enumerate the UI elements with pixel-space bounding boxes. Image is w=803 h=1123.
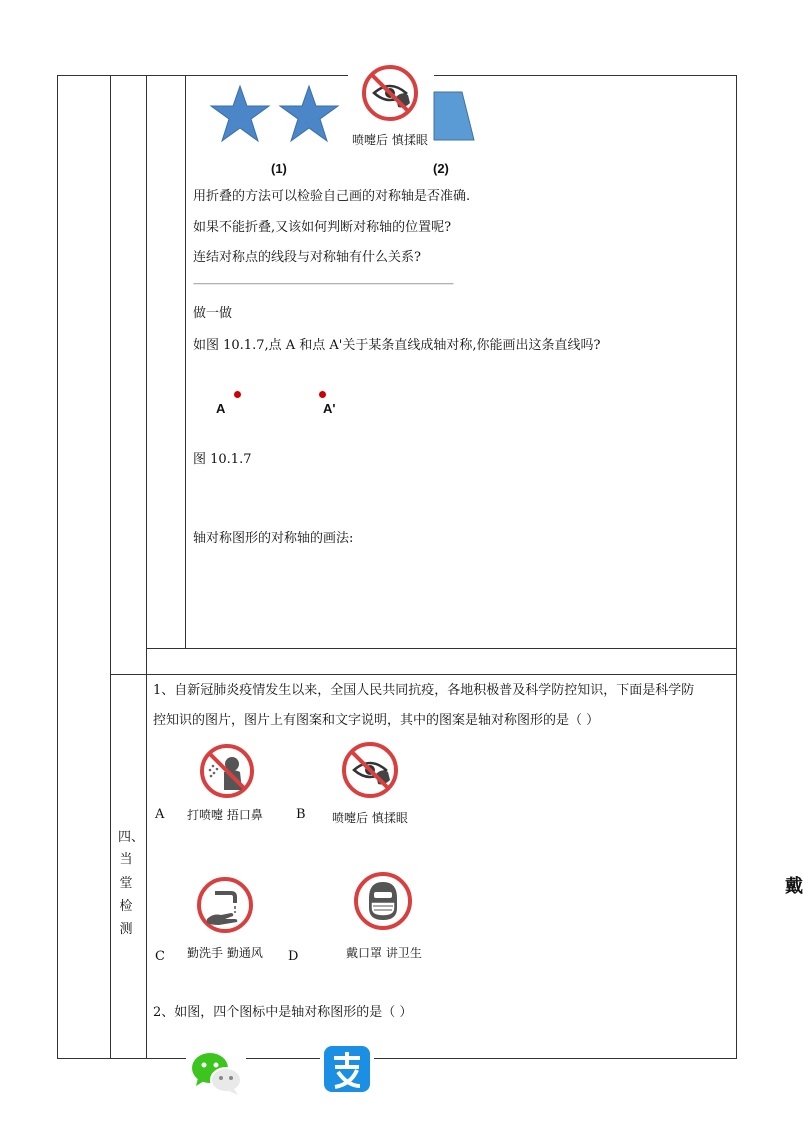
section4-heading-char-4: 检: [119, 899, 133, 914]
eye-sign-caption: 喷嚏后 慎揉眼: [352, 133, 428, 147]
trapezoid-figure: [432, 90, 476, 142]
table-col-divider-1: [110, 75, 111, 1059]
hand-wash-sign-icon: [195, 875, 255, 935]
text-line-fold-check: 用折叠的方法可以检验自己画的对称轴是否准确.: [193, 189, 471, 204]
no-rub-eye-sign-icon: [360, 63, 420, 123]
figure-caption: 图 10.1.7: [193, 452, 252, 467]
table-left-border: [57, 75, 58, 1059]
margin-char: 戴: [785, 876, 803, 897]
table-inner-divider: [185, 75, 186, 648]
option-b-letter: B: [296, 807, 306, 822]
star-figure-2: [277, 84, 341, 144]
table-right-border: [736, 75, 737, 1059]
table-row-divider-b: [110, 674, 737, 675]
option-a-letter: A: [155, 807, 165, 822]
text-line-relation: 连结对称点的线段与对称轴有什么关系?: [193, 250, 421, 265]
option-c-letter: C: [155, 949, 165, 964]
section-try-heading: 做一做: [193, 306, 233, 321]
option-a-caption: 打喷嚏 捂口鼻: [187, 808, 263, 822]
alipay-icon: [324, 1046, 370, 1092]
table-bottom-border: [57, 1058, 737, 1059]
section4-heading-char-5: 测: [119, 922, 133, 937]
point-a2-label: A': [323, 401, 336, 416]
question-1-line-2: 控知识的图片，图片上有图案和文字说明，其中的图案是轴对称图形的是（ ）: [153, 713, 600, 728]
star-figure-1: [208, 84, 272, 144]
option-c-caption: 勤洗手 勤通风: [187, 946, 263, 960]
option-b-caption: 喷嚏后 慎揉眼: [332, 811, 408, 825]
point-a2-dot: [319, 391, 326, 398]
wechat-icon: [190, 1050, 244, 1096]
no-sneeze-sign-icon: [198, 742, 256, 800]
section4-heading-char-2: 当: [119, 852, 133, 867]
question-1-line-1: 1、自新冠肺炎疫情发生以来，全国人民共同抗疫，各地积极普及科学防控知识，下面是科学防: [153, 683, 695, 698]
option-d-letter: D: [288, 949, 299, 964]
point-a-label: A: [216, 401, 226, 416]
text-line-axis-method: 轴对称图形的对称轴的画法:: [193, 531, 354, 546]
point-a-dot: [234, 391, 241, 398]
no-rub-eye-sign-icon-b: [340, 740, 400, 800]
mask-sign-icon: [352, 868, 414, 934]
question-2: 2、如图，四个图标中是轴对称图形的是（ ）: [153, 1005, 413, 1020]
table-row-divider-a: [146, 648, 737, 649]
text-line-no-fold: 如果不能折叠,又该如何判断对称轴的位置呢?: [193, 220, 452, 235]
table-col-divider-2: [146, 75, 147, 1059]
answer-dash-line: ——————————————————————————: [193, 277, 453, 290]
option-d-caption: 戴口罩 讲卫生: [346, 946, 422, 960]
section4-heading-char-1: 四、: [118, 830, 145, 845]
section4-heading-char-3: 堂: [119, 876, 133, 891]
figure-label-1: (1): [271, 161, 287, 176]
figure-label-2: (2): [433, 161, 449, 176]
text-line-question: 如图 10.1.7,点 A 和点 A'关于某条直线成轴对称,你能画出这条直线吗?: [193, 338, 601, 353]
